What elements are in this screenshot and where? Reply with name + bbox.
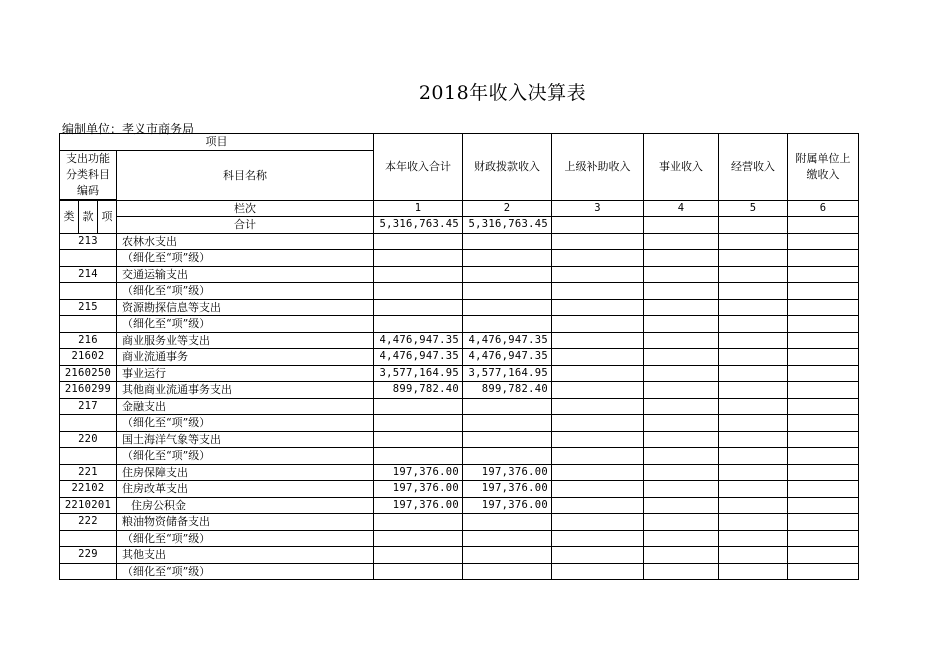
subject-code: 217 <box>60 398 117 415</box>
amount-cell <box>644 316 719 333</box>
subject-code: 213 <box>60 233 117 250</box>
header-row-project <box>60 134 859 151</box>
table-row <box>60 283 859 300</box>
project-header: 项目 <box>60 134 374 151</box>
amount-cell <box>788 365 859 382</box>
amount-cell <box>552 563 644 580</box>
header-row-numbers <box>60 200 859 217</box>
table-row <box>60 514 859 531</box>
amount-cell <box>463 233 552 250</box>
amount-cell <box>552 398 644 415</box>
amount-cell <box>719 365 788 382</box>
subject-name: 事业运行 <box>117 365 374 382</box>
amount-cell <box>719 448 788 465</box>
amount-cell <box>719 233 788 250</box>
amount-cell <box>374 266 463 283</box>
amount-cell <box>463 563 552 580</box>
amount-cell <box>463 530 552 547</box>
kuan-header: 款 <box>79 200 98 233</box>
xiang-header: 项 <box>98 200 117 233</box>
amount-cell <box>644 365 719 382</box>
subject-name: 其他支出 <box>117 547 374 564</box>
total-label: 合计 <box>117 217 374 234</box>
table-row <box>60 382 859 399</box>
table-row <box>60 332 859 349</box>
table-row <box>60 233 859 250</box>
subject-code: 2160299 <box>60 382 117 399</box>
amount-cell <box>644 349 719 366</box>
total-value <box>788 217 859 234</box>
amount-cell: 4,476,947.35 <box>374 332 463 349</box>
col-row-label: 栏次 <box>117 200 374 217</box>
amount-cell <box>719 382 788 399</box>
amount-cell <box>719 316 788 333</box>
amount-cell <box>788 332 859 349</box>
amount-cell <box>644 332 719 349</box>
amount-cell <box>788 349 859 366</box>
amount-cell <box>644 481 719 498</box>
subject-code: 216 <box>60 332 117 349</box>
amount-cell <box>788 382 859 399</box>
table-row <box>60 448 859 465</box>
amount-cell <box>374 530 463 547</box>
amount-cell <box>644 283 719 300</box>
amount-cell <box>719 431 788 448</box>
subject-name: （细化至“项”级） <box>117 283 374 300</box>
amount-cell <box>552 415 644 432</box>
amount-cell <box>788 233 859 250</box>
subject-code: 229 <box>60 547 117 564</box>
subject-name: 商业流通事务 <box>117 349 374 366</box>
amount-cell <box>463 514 552 531</box>
amount-cell <box>788 398 859 415</box>
table-row <box>60 266 859 283</box>
subject-name-header: 科目名称 <box>117 150 374 200</box>
col-header-4: 事业收入 <box>644 134 719 201</box>
amount-cell <box>552 481 644 498</box>
subject-code <box>60 448 117 465</box>
amount-cell <box>788 448 859 465</box>
amount-cell <box>644 415 719 432</box>
amount-cell <box>374 316 463 333</box>
amount-cell <box>374 250 463 267</box>
total-value <box>644 217 719 234</box>
amount-cell <box>719 497 788 514</box>
amount-cell <box>552 382 644 399</box>
amount-cell <box>463 250 552 267</box>
amount-cell: 4,476,947.35 <box>374 349 463 366</box>
amount-cell <box>719 250 788 267</box>
table-row <box>60 299 859 316</box>
subject-code: 220 <box>60 431 117 448</box>
amount-cell <box>788 530 859 547</box>
col-header-6: 附属单位上缴收入 <box>788 134 859 201</box>
amount-cell <box>552 514 644 531</box>
subject-name: （细化至“项”级） <box>117 530 374 547</box>
subject-name: 住房公积金 <box>117 497 374 514</box>
amount-cell <box>463 431 552 448</box>
subject-name: 资源勘探信息等支出 <box>117 299 374 316</box>
amount-cell <box>374 431 463 448</box>
amount-cell <box>644 448 719 465</box>
amount-cell <box>463 547 552 564</box>
total-row <box>60 217 859 234</box>
table-row <box>60 481 859 498</box>
subject-name: 其他商业流通事务支出 <box>117 382 374 399</box>
amount-cell <box>552 283 644 300</box>
amount-cell <box>644 233 719 250</box>
amount-cell: 197,376.00 <box>374 464 463 481</box>
amount-cell <box>719 415 788 432</box>
col-header-1: 本年收入合计 <box>374 134 463 201</box>
amount-cell <box>719 283 788 300</box>
amount-cell <box>374 233 463 250</box>
total-value: 5,316,763.45 <box>374 217 463 234</box>
amount-cell <box>463 398 552 415</box>
amount-cell <box>719 530 788 547</box>
amount-cell <box>463 415 552 432</box>
subject-code <box>60 563 117 580</box>
table-row <box>60 431 859 448</box>
subject-name: （细化至“项”级） <box>117 250 374 267</box>
subject-code <box>60 250 117 267</box>
amount-cell: 3,577,164.95 <box>463 365 552 382</box>
report-title: 2018年收入决算表 <box>418 82 587 104</box>
amount-cell <box>552 332 644 349</box>
compiling-unit: 编制单位：孝义市商务局 <box>62 122 195 136</box>
amount-cell <box>644 563 719 580</box>
amount-cell <box>374 563 463 580</box>
amount-cell <box>719 547 788 564</box>
amount-cell <box>374 448 463 465</box>
subject-name: （细化至“项”级） <box>117 415 374 432</box>
amount-cell <box>374 398 463 415</box>
amount-cell <box>374 514 463 531</box>
amount-cell <box>719 398 788 415</box>
lei-header: 类 <box>60 200 79 233</box>
col-header-3: 上级补助收入 <box>552 134 644 201</box>
subject-code: 22102 <box>60 481 117 498</box>
amount-cell <box>788 431 859 448</box>
amount-cell <box>719 481 788 498</box>
amount-cell <box>644 530 719 547</box>
amount-cell <box>463 448 552 465</box>
amount-cell <box>788 316 859 333</box>
col-number: 3 <box>552 200 644 217</box>
amount-cell <box>552 497 644 514</box>
subject-name: （细化至“项”级） <box>117 563 374 580</box>
code-group-header: 支出功能分类科目编码 <box>60 150 117 199</box>
subject-name: （细化至“项”级） <box>117 316 374 333</box>
amount-cell <box>788 563 859 580</box>
amount-cell <box>552 250 644 267</box>
subject-code <box>60 283 117 300</box>
table-row <box>60 497 859 514</box>
amount-cell <box>644 431 719 448</box>
amount-cell <box>788 415 859 432</box>
amount-cell <box>719 299 788 316</box>
amount-cell: 197,376.00 <box>374 497 463 514</box>
subject-name: 交通运输支出 <box>117 266 374 283</box>
amount-cell <box>552 530 644 547</box>
amount-cell <box>788 299 859 316</box>
amount-cell <box>374 547 463 564</box>
total-value <box>719 217 788 234</box>
subject-name: 粮油物资储备支出 <box>117 514 374 531</box>
amount-cell <box>644 497 719 514</box>
amount-cell <box>463 299 552 316</box>
table-row <box>60 464 859 481</box>
amount-cell <box>788 497 859 514</box>
amount-cell <box>788 547 859 564</box>
col-number: 6 <box>788 200 859 217</box>
table-row <box>60 547 859 564</box>
amount-cell <box>644 266 719 283</box>
amount-cell <box>552 349 644 366</box>
amount-cell <box>788 481 859 498</box>
subject-code: 214 <box>60 266 117 283</box>
total-value: 5,316,763.45 <box>463 217 552 234</box>
amount-cell <box>552 547 644 564</box>
amount-cell <box>719 514 788 531</box>
subject-code: 21602 <box>60 349 117 366</box>
table-row <box>60 365 859 382</box>
amount-cell: 197,376.00 <box>463 464 552 481</box>
amount-cell <box>719 332 788 349</box>
amount-cell <box>788 250 859 267</box>
amount-cell <box>644 382 719 399</box>
amount-cell <box>788 514 859 531</box>
subject-name: （细化至“项”级） <box>117 448 374 465</box>
amount-cell <box>644 547 719 564</box>
amount-cell <box>552 299 644 316</box>
col-header-5: 经营收入 <box>719 134 788 201</box>
table-row <box>60 316 859 333</box>
amount-cell <box>644 250 719 267</box>
subject-code <box>60 530 117 547</box>
subject-code: 221 <box>60 464 117 481</box>
amount-cell <box>719 349 788 366</box>
table-row <box>60 415 859 432</box>
subject-code <box>60 415 117 432</box>
col-number: 2 <box>463 200 552 217</box>
amount-cell <box>552 431 644 448</box>
amount-cell <box>374 283 463 300</box>
col-number: 5 <box>719 200 788 217</box>
amount-cell: 3,577,164.95 <box>374 365 463 382</box>
subject-name: 国土海洋气象等支出 <box>117 431 374 448</box>
amount-cell <box>644 514 719 531</box>
subject-name: 商业服务业等支出 <box>117 332 374 349</box>
table-row <box>60 349 859 366</box>
amount-cell <box>719 266 788 283</box>
amount-cell <box>374 299 463 316</box>
amount-cell <box>374 415 463 432</box>
col-header-2: 财政拨款收入 <box>463 134 552 201</box>
total-value <box>552 217 644 234</box>
subject-code <box>60 316 117 333</box>
amount-cell <box>463 283 552 300</box>
subject-name: 住房改革支出 <box>117 481 374 498</box>
subject-name: 金融支出 <box>117 398 374 415</box>
amount-cell <box>463 316 552 333</box>
subject-code: 2160250 <box>60 365 117 382</box>
table-row <box>60 563 859 580</box>
col-number: 4 <box>644 200 719 217</box>
table-row <box>60 398 859 415</box>
amount-cell: 197,376.00 <box>374 481 463 498</box>
col-number: 1 <box>374 200 463 217</box>
subject-code: 215 <box>60 299 117 316</box>
amount-cell <box>463 266 552 283</box>
subject-name: 住房保障支出 <box>117 464 374 481</box>
amount-cell <box>552 266 644 283</box>
amount-cell: 899,782.40 <box>463 382 552 399</box>
amount-cell <box>644 299 719 316</box>
table-row <box>60 250 859 267</box>
amount-cell <box>644 464 719 481</box>
amount-cell: 197,376.00 <box>463 497 552 514</box>
amount-cell: 4,476,947.35 <box>463 349 552 366</box>
amount-cell: 4,476,947.35 <box>463 332 552 349</box>
amount-cell <box>644 398 719 415</box>
amount-cell <box>552 448 644 465</box>
amount-cell <box>719 464 788 481</box>
amount-cell <box>552 233 644 250</box>
amount-cell <box>788 283 859 300</box>
amount-cell: 899,782.40 <box>374 382 463 399</box>
table-row <box>60 530 859 547</box>
amount-cell <box>788 464 859 481</box>
revenue-table <box>59 133 859 580</box>
subject-code: 2210201 <box>60 497 117 514</box>
amount-cell <box>552 464 644 481</box>
amount-cell: 197,376.00 <box>463 481 552 498</box>
amount-cell <box>552 316 644 333</box>
amount-cell <box>552 365 644 382</box>
amount-cell <box>719 563 788 580</box>
amount-cell <box>788 266 859 283</box>
subject-code: 222 <box>60 514 117 531</box>
subject-name: 农林水支出 <box>117 233 374 250</box>
